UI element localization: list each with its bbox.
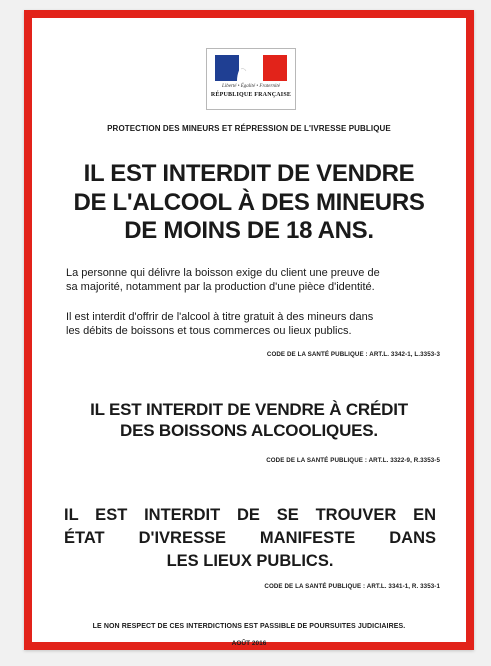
republique-francaise-text: RÉPUBLIQUE FRANÇAISE xyxy=(210,92,292,98)
section2-law-reference: CODE DE LA SANTÉ PUBLIQUE : ART.L. 3322-9, R.3353-5 xyxy=(266,457,440,464)
paragraph-line: les débits de boissons et tous commerces ou lieux publics. xyxy=(66,325,352,337)
paragraph-line: sa majorité, notamment par la production d'une pièce d'identité. xyxy=(66,281,375,293)
marianne-flag-icon xyxy=(215,55,287,81)
poster-frame xyxy=(24,10,474,650)
section2-title xyxy=(32,399,466,441)
section2-title-line: IL EST INTERDIT DE VENDRE À CRÉDIT xyxy=(90,400,408,419)
section1-paragraph-proof xyxy=(66,266,436,294)
section3-title-line: ÉTAT D'IVRESSE MANIFESTE DANS xyxy=(64,529,436,547)
motto-text: Liberté • Égalité • Fraternité xyxy=(222,84,280,89)
paragraph-line: La personne qui délivre la boisson exige du client une preuve de xyxy=(66,267,380,279)
section3-law-reference: CODE DE LA SANTÉ PUBLIQUE : ART.L. 3341-1, R. 3353-1 xyxy=(264,583,440,590)
section1-title-line: DE L'ALCOOL À DES MINEURS xyxy=(73,188,425,216)
section2-title-line: DES BOISSONS ALCOOLIQUES. xyxy=(120,421,378,440)
section1-paragraph-offer xyxy=(66,310,436,338)
section1-title-line: DE MOINS DE 18 ANS. xyxy=(124,217,374,244)
section3-title xyxy=(64,504,436,573)
section1-law-reference: CODE DE LA SANTÉ PUBLIQUE : ART.L. 3342-1, L.3353-3 xyxy=(266,351,440,358)
section1-title-line: IL EST INTERDIT DE VENDRE xyxy=(83,160,415,187)
section1-title xyxy=(32,160,466,246)
legal-warning-footer: LE NON RESPECT DE CES INTERDICTIONS EST PASSIBLE DE POURSUITES JUDICIAIRES. xyxy=(92,623,406,630)
page-heading: PROTECTION DES MINEURS ET RÉPRESSION DE L'IVRESSE PUBLIQUE xyxy=(107,124,391,133)
section3-title-line: LES LIEUX PUBLICS. xyxy=(166,552,334,570)
section3-title-line: IL EST INTERDIT DE SE TROUVER EN xyxy=(64,506,436,524)
paragraph-line: Il est interdit d'offrir de l'alcool à titre gratuit à des mineurs dans xyxy=(66,311,374,323)
publication-date: AOÛT 2016 xyxy=(231,640,267,647)
republique-francaise-logo xyxy=(206,48,296,110)
